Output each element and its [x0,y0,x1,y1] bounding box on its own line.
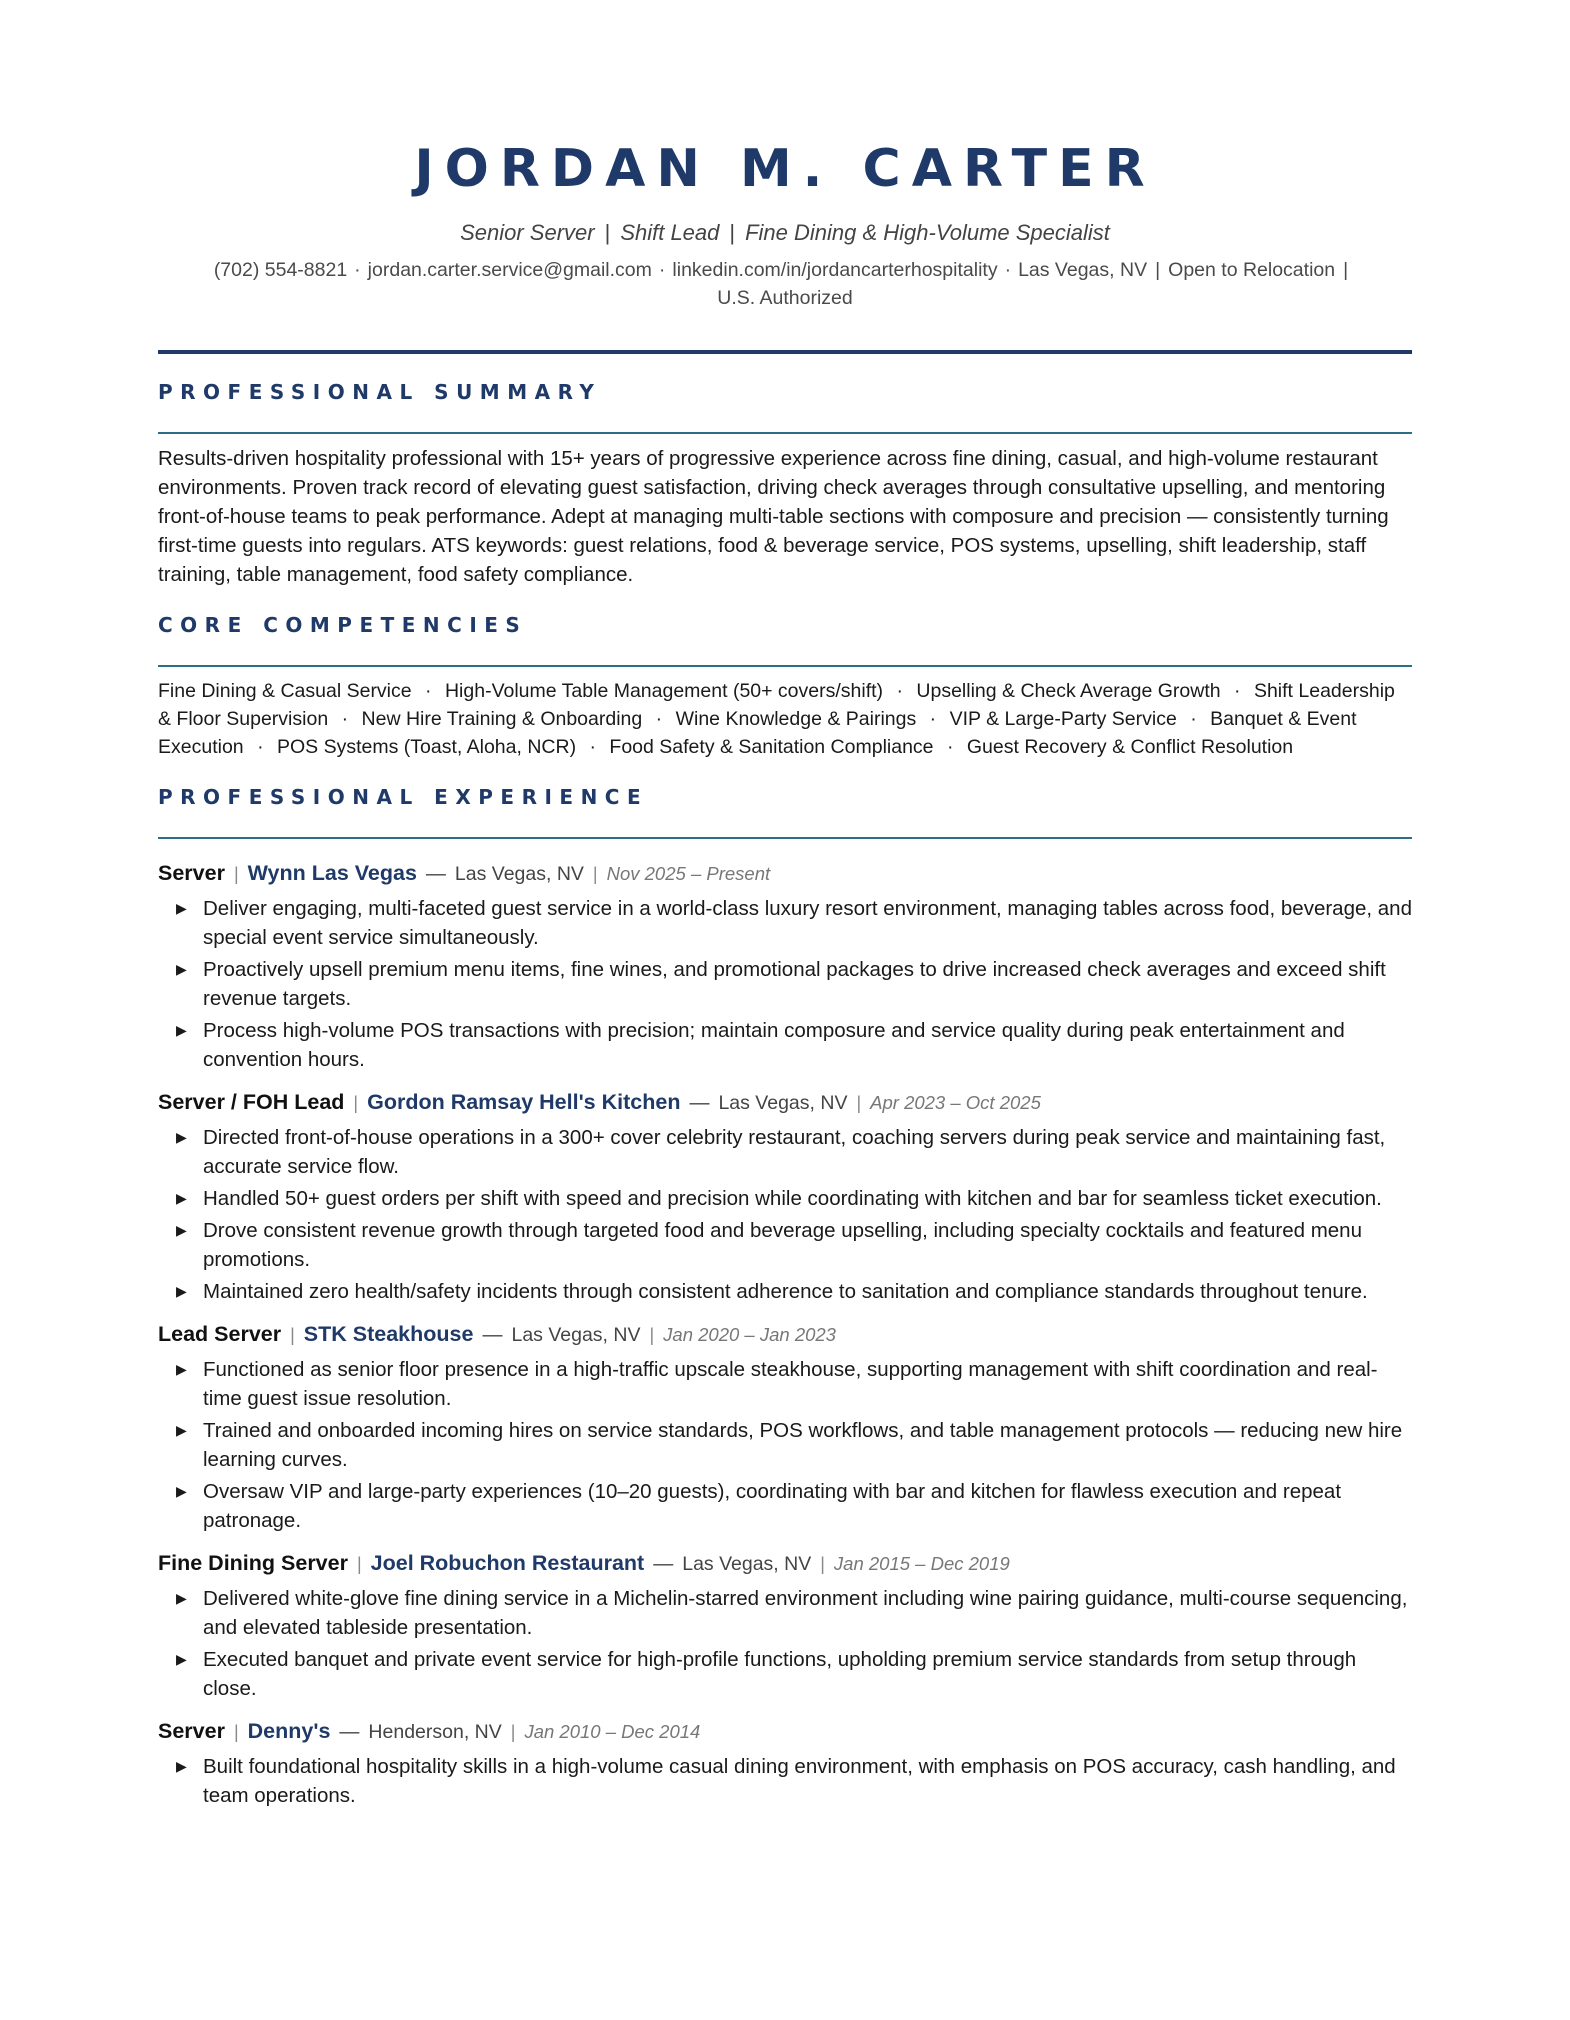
competency-separator: · [257,736,264,758]
competency-separator: · [341,708,349,730]
bullet-item [158,1277,1412,1306]
contact-separator: | [1155,259,1161,281]
job-dash-separator: — [339,1721,360,1743]
header-divider [158,350,1412,354]
bullet-arrow-icon: ▶ [176,1422,187,1438]
bullet-item [158,1123,1412,1181]
bullet-text: Proactively upsell premium menu items, fine wines, and promotional packages to drive increased check averages and exceed shift revenue targets. [203,958,1386,1010]
bullet-arrow-icon: ▶ [176,900,187,916]
bullet-arrow-icon: ▶ [176,1651,187,1667]
job-title: Lead Server [158,1322,282,1346]
job-separator: | [856,1093,862,1113]
job-title: Server [158,1719,225,1743]
job-dates: Jan 2020 – Jan 2023 [663,1324,836,1345]
bullet-item [158,894,1412,952]
bullet-item [158,1184,1412,1213]
bullet-text: Oversaw VIP and large-party experiences (10–20 guests), coordinating with bar and kitchen for flawless execution and repeat patronage. [203,1480,1342,1532]
company-name: STK Steakhouse [303,1322,474,1346]
job-dash-separator: — [482,1324,503,1346]
competency-item: Fine Dining & Casual Service [158,680,412,702]
job-location: Las Vegas, NV [511,1324,641,1346]
candidate-name: JORDAN M. CARTER [414,139,1156,199]
relocation-note: Open to Relocation [1168,259,1336,281]
linkedin-url: linkedin.com/in/jordancarterhospitality [672,259,998,281]
section-divider [158,837,1412,839]
company-name: Gordon Ramsay Hell's Kitchen [367,1090,681,1114]
competency-separator: · [425,680,432,702]
bullet-arrow-icon: ▶ [176,1361,187,1377]
bullet-text: Trained and onboarded incoming hires on service standards, POS workflows, and table management protocols — reducing new hire learning curves. [203,1419,1403,1471]
bullet-text: Functioned as senior floor presence in a high-traffic upscale steakhouse, supporting management with shift coordination and real-time guest issue resolution. [203,1358,1378,1410]
contact-separator: · [1004,259,1012,281]
competency-separator: · [946,736,954,758]
competency-item: High-Volume Table Management (50+ covers/shift) [444,680,884,702]
job-header [158,1717,1412,1746]
competency-separator: · [1190,708,1197,730]
job-separator: | [353,1093,359,1113]
bullet-arrow-icon: ▶ [176,1590,187,1606]
competency-item: Upselling & Check Average Growth [916,680,1221,702]
headline [158,220,1412,246]
job-title: Server / FOH Lead [158,1090,345,1114]
section-title-summary: PROFESSIONAL SUMMARY [158,380,602,404]
job-bullets [158,1355,1412,1535]
job-header [158,859,1412,888]
job-location: Las Vegas, NV [718,1092,848,1114]
job-dates: Jan 2015 – Dec 2019 [833,1553,1010,1574]
competency-separator: · [655,708,663,730]
job-bullets [158,894,1412,1074]
bullet-text: Deliver engaging, multi-faceted guest service in a world-class luxury resort environment, managing tables across food, beverage, and special event service simultaneously. [203,897,1412,949]
bullet-item [158,1584,1412,1642]
job-dash-separator: — [653,1553,674,1575]
bullet-item [158,1355,1412,1413]
competency-item: Wine Knowledge & Pairings [675,708,917,730]
bullet-arrow-icon: ▶ [176,1022,187,1038]
phone-number: (702) 554-8821 [213,259,348,281]
bullet-item [158,1416,1412,1474]
job-header [158,1088,1412,1117]
job-entry [158,1320,1412,1535]
competency-item: Banquet & Event Execution [158,708,1357,758]
bullet-arrow-icon: ▶ [176,1483,187,1499]
competencies-list [158,677,1412,761]
job-separator: | [592,864,598,884]
job-separator: | [649,1325,655,1345]
company-name: Denny's [247,1719,331,1743]
competency-item: Guest Recovery & Conflict Resolution [966,736,1294,758]
bullet-text: Maintained zero health/safety incidents through consistent adherence to sanitation and compliance standards throughout tenure. [203,1280,1368,1303]
job-entry [158,859,1412,1074]
bullet-text: Directed front-of-house operations in a 300+ cover celebrity restaurant, coaching servers during peak service and maintaining fast, accurate service flow. [203,1126,1386,1178]
bullet-item [158,1645,1412,1703]
competency-separator: · [896,680,903,702]
job-title: Server [158,861,225,885]
job-dash-separator: — [689,1092,710,1114]
bullet-text: Handled 50+ guest orders per shift with speed and precision while coordinating with kitchen and bar for seamless ticket execution. [203,1187,1382,1210]
summary-text: Results-driven hospitality professional with 15+ years of progressive experience across fine dining, casual, and high-volume restaurant environments. Proven track record of elevating guest satisfaction, driving check averages through consultative upselling, and mentoring front-of-house teams to peak performance. Adept at managing multi-table sections with composure and precision — consistently turning first-time guests into regulars. ATS keywords: guest relations, food & beverage service, POS systems, upselling, shift leadership, staff training, table management, food safety compliance. [158,447,1389,586]
headline-role-2: Shift Lead [620,220,720,245]
bullet-item [158,1216,1412,1274]
bullet-arrow-icon: ▶ [176,1190,187,1206]
bullet-item [158,1752,1412,1810]
job-entry [158,1549,1412,1703]
section-divider [158,432,1412,434]
section-title-competencies: CORE COMPETENCIES [158,613,528,637]
bullet-item [158,1477,1412,1535]
headline-role-1: Senior Server [460,220,595,245]
competency-item: VIP & Large-Party Service [949,708,1177,730]
bullet-arrow-icon: ▶ [176,1283,187,1299]
job-separator: | [820,1554,825,1574]
job-bullets [158,1584,1412,1703]
contact-separator: | [1343,259,1349,281]
job-separator: | [356,1554,362,1574]
job-separator: | [233,1722,239,1742]
section-title-experience: PROFESSIONAL EXPERIENCE [158,785,649,809]
bullet-text: Drove consistent revenue growth through targeted food and beverage upselling, including specialty cocktails and featured menu promotions. [203,1219,1362,1271]
job-entry [158,1717,1412,1810]
bullet-item [158,1016,1412,1074]
job-bullets [158,1123,1412,1306]
bullet-arrow-icon: ▶ [176,961,187,977]
bullet-text: Built foundational hospitality skills in a high-volume casual dining environment, with emphasis on POS accuracy, cash handling, and team operations. [203,1755,1396,1807]
job-location: Las Vegas, NV [454,863,584,885]
job-dates: Jan 2010 – Dec 2014 [524,1721,701,1742]
competency-separator: · [589,736,596,758]
job-header [158,1549,1412,1578]
job-separator: | [290,1325,295,1345]
headline-separator: | [729,220,736,245]
section-divider [158,665,1412,667]
competency-separator: · [929,708,937,730]
bullet-arrow-icon: ▶ [176,1758,187,1774]
competency-separator: · [1234,680,1241,702]
bullet-text: Executed banquet and private event service for high-profile functions, upholding premium service standards from setup through close. [203,1648,1357,1700]
job-dates: Apr 2023 – Oct 2025 [870,1092,1041,1113]
contact-separator: · [658,259,666,281]
job-location: Las Vegas, NV [682,1553,812,1575]
job-dash-separator: — [425,863,446,885]
competency-item: Food Safety & Sanitation Compliance [609,736,934,758]
competency-item: POS Systems (Toast, Aloha, NCR) [276,736,577,758]
job-header [158,1320,1412,1349]
competency-item: New Hire Training & Onboarding [361,708,643,730]
email-address: jordan.carter.service@gmail.com [367,259,652,281]
headline-separator: | [604,220,611,245]
company-name: Wynn Las Vegas [247,861,417,885]
job-bullets [158,1752,1412,1810]
contact-separator: · [354,259,361,281]
job-separator: | [233,864,239,884]
headline-role-3: Fine Dining & High-Volume Specialist [745,220,1110,245]
competency-item: Shift Leadership & Floor Supervision [158,680,1395,730]
bullet-item [158,955,1412,1013]
bullet-arrow-icon: ▶ [176,1222,187,1238]
company-name: Joel Robuchon Restaurant [370,1551,645,1575]
job-separator: | [510,1722,516,1742]
bullet-text: Delivered white-glove fine dining service in a Michelin-starred environment including wine pairing guidance, multi-course sequencing, and elevated tableside presentation. [203,1587,1408,1639]
job-entry [158,1088,1412,1306]
job-dates: Nov 2025 – Present [606,863,771,884]
bullet-text: Process high-volume POS transactions with precision; maintain composure and service quality during peak entertainment and convention hours. [203,1019,1345,1071]
job-location: Henderson, NV [368,1721,502,1743]
work-authorization: U.S. Authorized [717,287,853,309]
job-title: Fine Dining Server [158,1551,348,1575]
experience-list [158,859,1412,1810]
bullet-arrow-icon: ▶ [176,1129,187,1145]
contact-location: Las Vegas, NV [1018,259,1148,281]
contact-line [158,256,1412,312]
